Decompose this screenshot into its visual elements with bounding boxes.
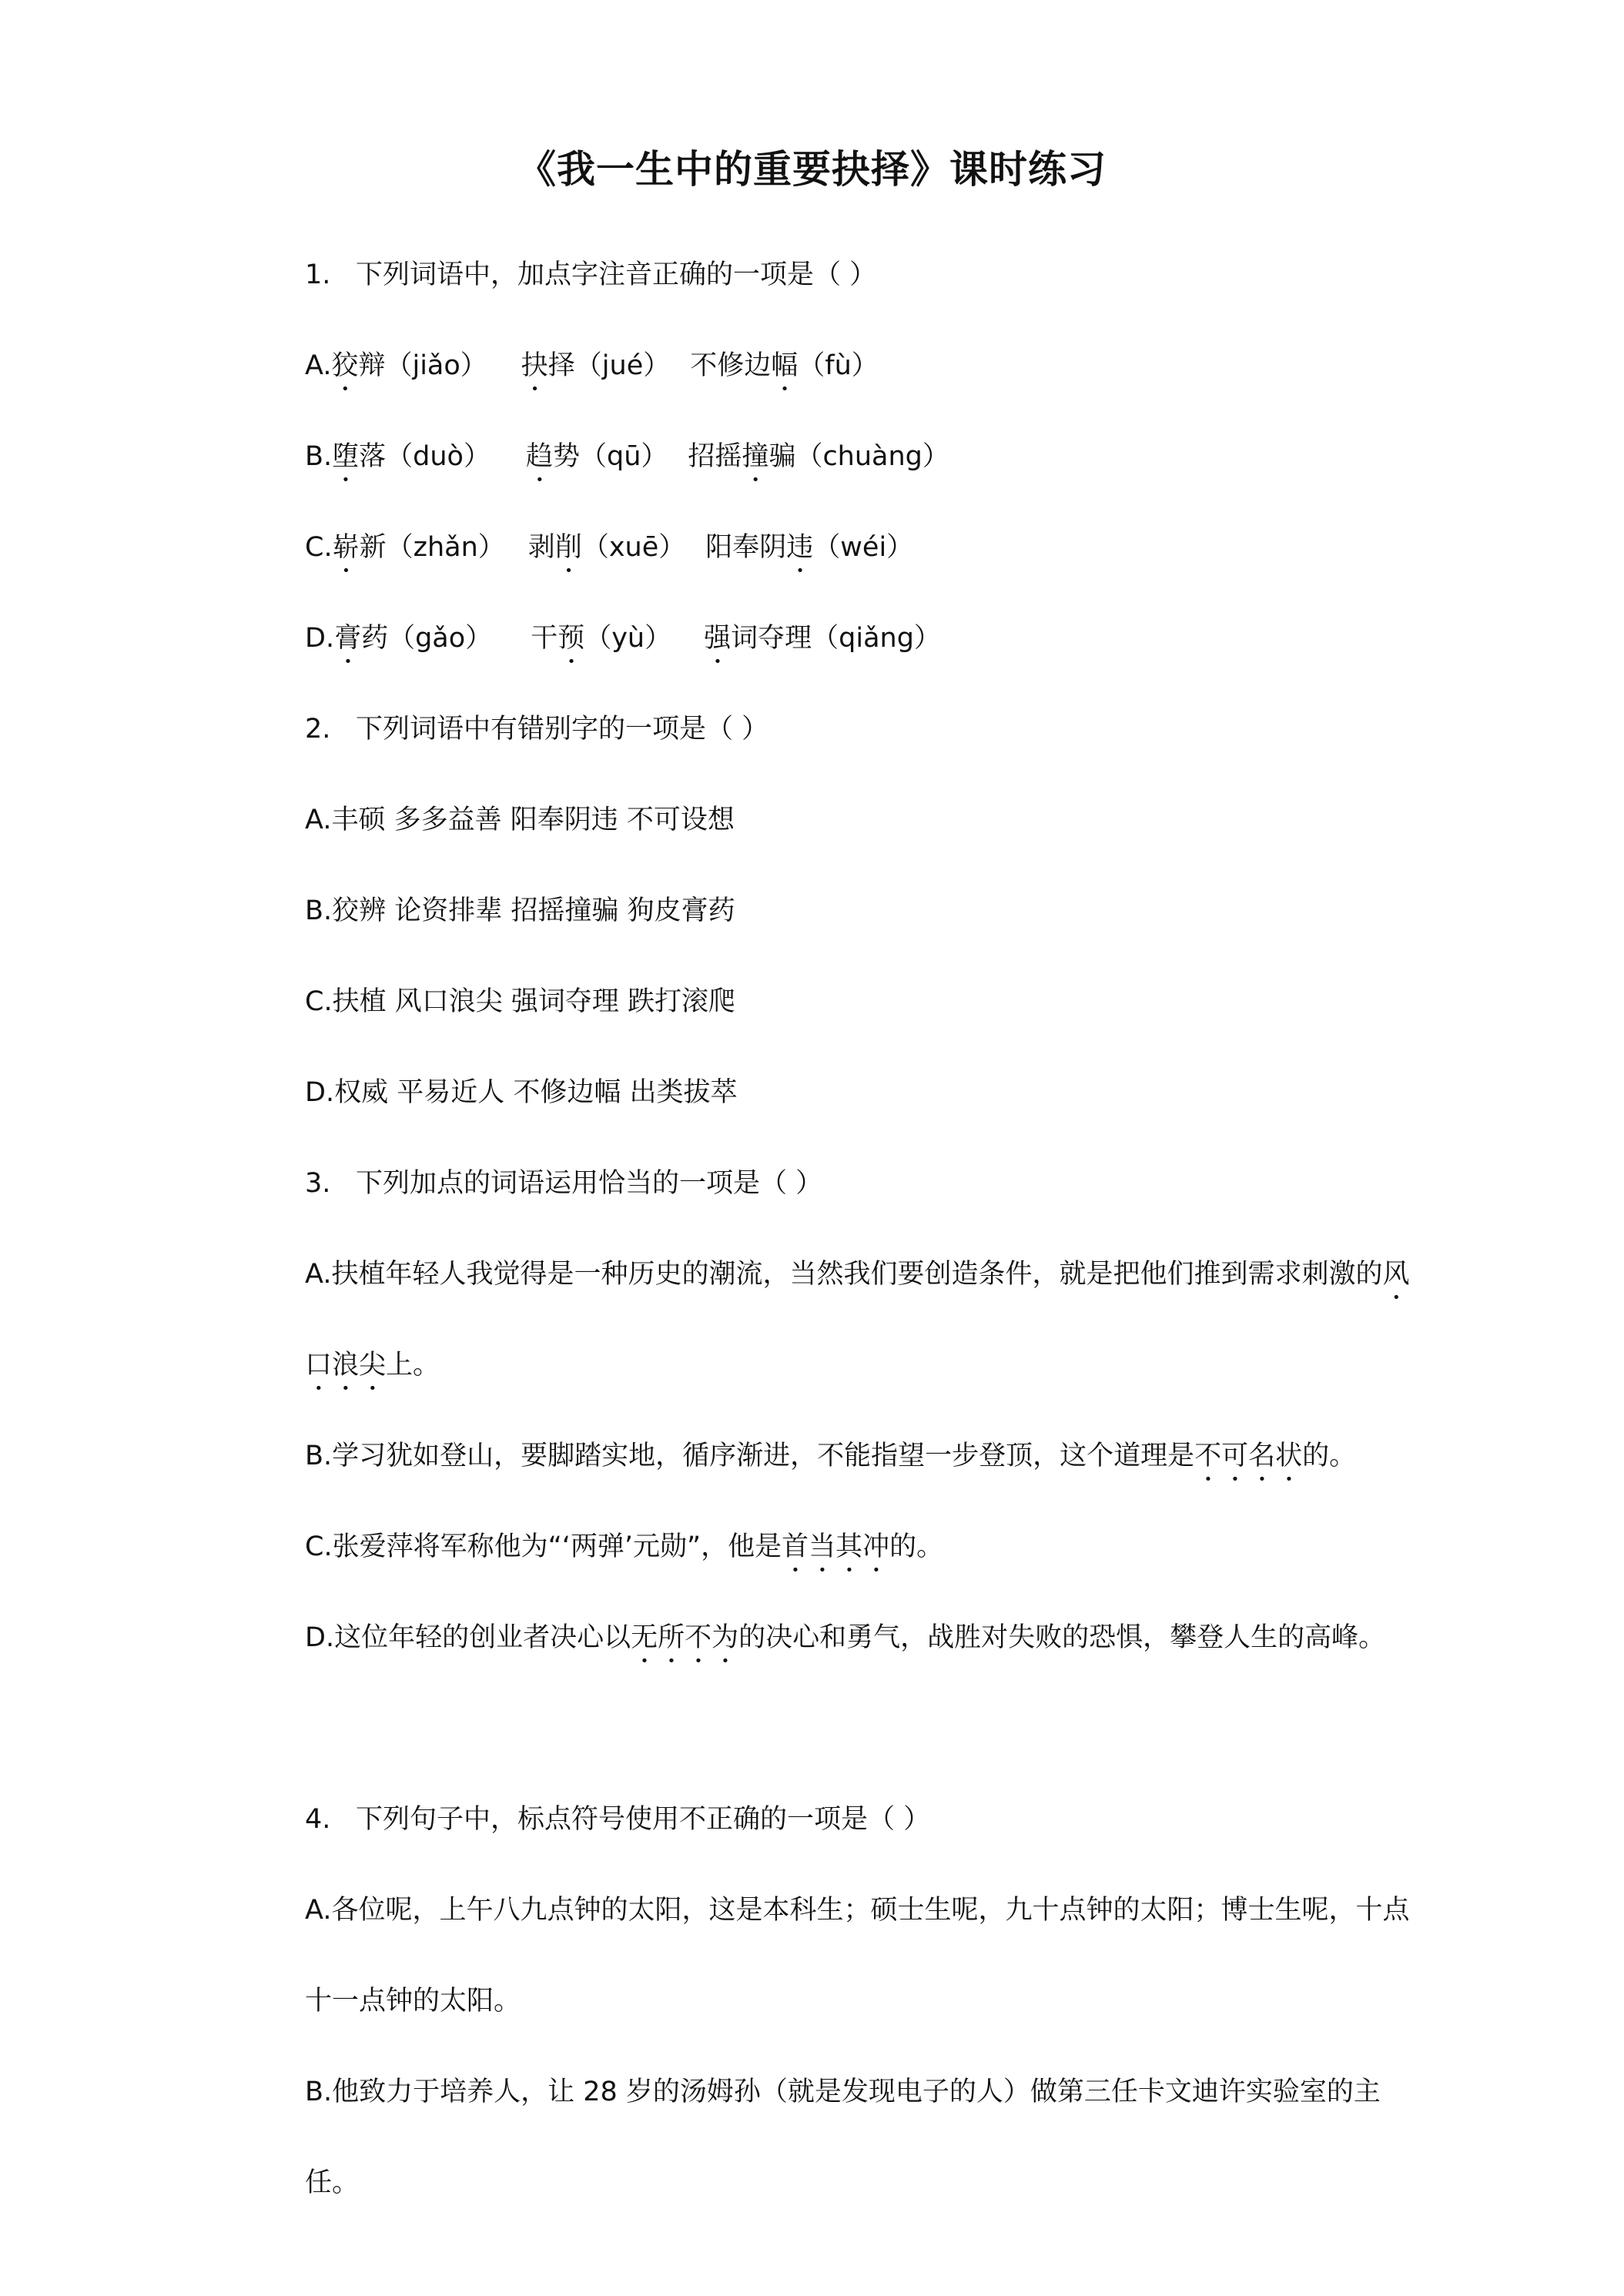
option-text: 的决心和勇气，战胜对失败的恐惧，攀登人生的高峰。 bbox=[738, 1622, 1386, 1653]
option-text: D.这位年轻的创业者决心以 bbox=[305, 1622, 631, 1653]
dotted-char: 抉 bbox=[521, 350, 548, 381]
word-part: 择（jué） bbox=[547, 350, 671, 381]
question-3-option-d bbox=[305, 1592, 1414, 1683]
word-part: 不修边 bbox=[690, 350, 772, 381]
word-part: 新（zhǎn） bbox=[359, 532, 505, 563]
dotted-char: 膏 bbox=[334, 623, 362, 654]
option-label: D. bbox=[305, 623, 335, 654]
word-part: 干 bbox=[531, 623, 558, 654]
word-part: 剥 bbox=[527, 532, 555, 563]
dotted-phrase: 无所不为 bbox=[631, 1622, 739, 1653]
word-part: （xuē） bbox=[581, 532, 686, 563]
question-3-option-b bbox=[305, 1411, 1414, 1501]
word-part: （yù） bbox=[584, 623, 672, 654]
word-part: 势（qū） bbox=[553, 441, 668, 472]
question-number: 3. bbox=[305, 1168, 331, 1199]
question-number: 1. bbox=[305, 259, 331, 290]
question-number: 4. bbox=[305, 1804, 331, 1835]
question-1-option-a bbox=[305, 320, 1414, 411]
dotted-char: 趋 bbox=[525, 441, 553, 472]
question-1-stem bbox=[305, 229, 1414, 320]
question-1-option-b bbox=[305, 411, 1414, 502]
dotted-char: 预 bbox=[558, 623, 585, 654]
option-text: C.张爱萍将军称他为“‘两弹’元勋”，他是 bbox=[305, 1531, 782, 1562]
option-label: C. bbox=[305, 532, 333, 563]
question-4-option-b: B.他致力于培养人，让 28 岁的汤姆孙（就是发现电子的人）做第三任卡文迪许实验室的主任。 bbox=[305, 2077, 1381, 2198]
word-part: 落（duò） bbox=[359, 441, 491, 472]
question-2-option-b: B.狡辨 论资排辈 招摇撞骗 狗皮膏药 bbox=[305, 895, 735, 926]
question-4-option-a: A.各位呢，上午八九点钟的太阳，这是本科生；硕士生呢，九十点钟的太阳；博士生呢，十点十一点钟的太阳。 bbox=[305, 1895, 1410, 2017]
dotted-char: 削 bbox=[554, 532, 582, 563]
question-3-option-a bbox=[305, 1229, 1414, 1411]
dotted-phrase: 不可名状 bbox=[1194, 1441, 1303, 1471]
question-1-option-d bbox=[305, 593, 1414, 684]
question-text: 下列词语中，加点字注音正确的一项是（ ） bbox=[356, 259, 877, 290]
word-part: （fù） bbox=[798, 350, 879, 381]
question-3-option-c bbox=[305, 1501, 1414, 1592]
option-text: 上。 bbox=[386, 1350, 440, 1381]
option-text: B.学习犹如登山，要脚踏实地，循序渐进，不能指望一步登顶，这个道理是 bbox=[305, 1441, 1195, 1471]
question-2-option-a: A.丰硕 多多益善 阳奉阴违 不可设想 bbox=[305, 805, 735, 835]
dotted-char: 堕 bbox=[332, 441, 360, 472]
question-number: 2. bbox=[305, 714, 331, 745]
dotted-char: 违 bbox=[786, 532, 814, 563]
word-part: 阳奉阴 bbox=[705, 532, 787, 563]
option-label: A. bbox=[305, 350, 332, 381]
word-part: 骗（chuàng） bbox=[768, 441, 949, 472]
option-text: A.扶植年轻人我觉得是一种历史的潮流，当然我们要创造条件，就是把他们推到需求刺激的 bbox=[305, 1259, 1383, 1290]
dotted-char: 幅 bbox=[771, 350, 799, 381]
document-title: 《我一生中的重要抉择》课时练习 bbox=[517, 147, 1107, 192]
word-part: 词夺理（qiǎng） bbox=[731, 623, 941, 654]
word-part: 药（gǎo） bbox=[361, 623, 493, 654]
question-text: 下列词语中有错别字的一项是（ ） bbox=[356, 714, 769, 745]
dotted-phrase: 风口浪尖 bbox=[305, 1259, 1410, 1381]
option-label: B. bbox=[305, 441, 333, 472]
dotted-phrase: 首当其冲 bbox=[782, 1531, 890, 1562]
dotted-char: 狡 bbox=[331, 350, 359, 381]
option-text: 的。 bbox=[1302, 1441, 1357, 1471]
option-text: 的。 bbox=[889, 1531, 944, 1562]
dotted-char: 崭 bbox=[332, 532, 360, 563]
question-2-option-d: D.权威 平易近人 不修边幅 出类拔萃 bbox=[305, 1077, 738, 1108]
word-part: 招摇 bbox=[688, 441, 742, 472]
question-1-option-c bbox=[305, 502, 1414, 593]
question-3-stem bbox=[305, 1138, 1414, 1229]
dotted-char: 强 bbox=[704, 623, 732, 654]
question-4-stem bbox=[305, 1774, 1414, 1865]
question-2-stem bbox=[305, 684, 1414, 775]
dotted-char: 撞 bbox=[742, 441, 769, 472]
word-part: 辩（jiǎo） bbox=[358, 350, 487, 381]
question-text: 下列句子中，标点符号使用不正确的一项是（ ） bbox=[356, 1804, 931, 1835]
word-part: （wéi） bbox=[813, 532, 914, 563]
question-text: 下列加点的词语运用恰当的一项是（ ） bbox=[356, 1168, 823, 1199]
question-2-option-c: C.扶植 风口浪尖 强词夺理 跌打滚爬 bbox=[305, 986, 735, 1017]
